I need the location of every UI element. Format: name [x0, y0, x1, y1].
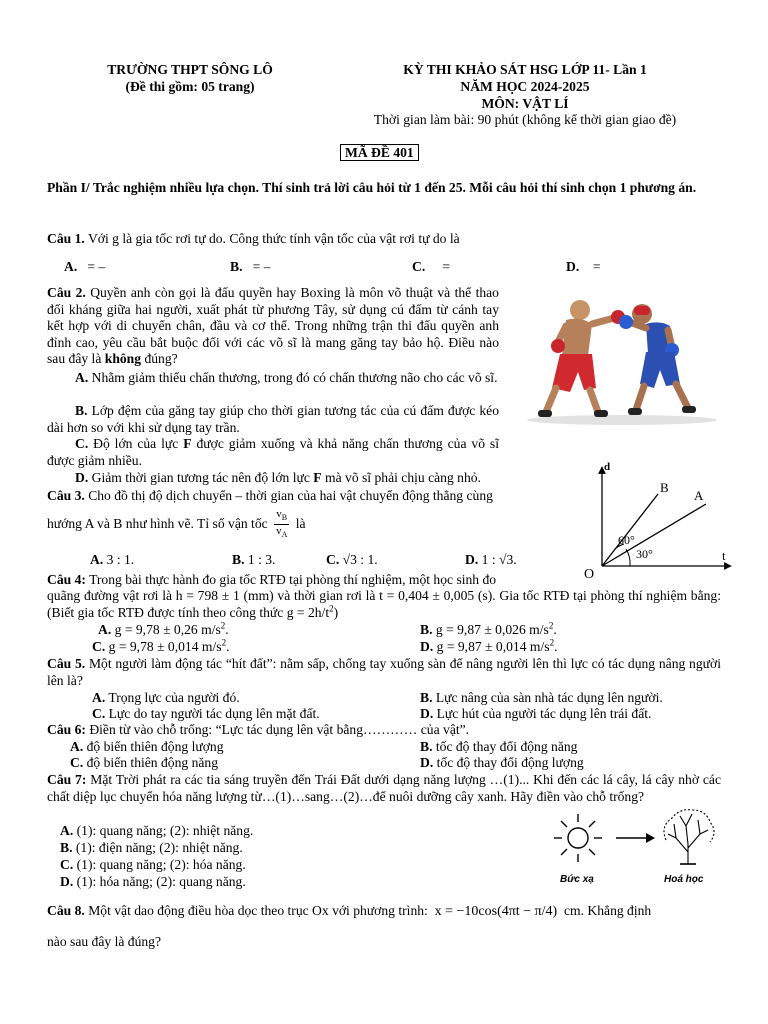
question-5 [47, 656, 721, 689]
q4-option-d-sup: 2 [549, 637, 555, 648]
part1-title: Phần I/ Trắc nghiệm nhiều lựa chọn. Thí sinh trả lời câu hỏi từ 1 đến 25. Mỗi câu hỏi thí sinh chọn 1 phương án. [47, 180, 697, 195]
tree-icon [664, 810, 714, 864]
q4-option-b-end: . [553, 622, 557, 637]
question-1 [47, 231, 460, 248]
q3-frac-den-sub: A [281, 530, 288, 540]
question-3 [47, 488, 572, 505]
q3-option-d-text: 1 : √3. [481, 552, 517, 567]
q4-option-b-letter: B. [420, 622, 433, 637]
q4-option-d [420, 639, 557, 656]
q5-option-c [92, 706, 320, 723]
q2-option-c-text-2: được giảm xuống và khả năng chấn thương của võ sĩ được giảm nhiều. [47, 436, 499, 468]
q7-option-b-text: (1): điện năng; (2): nhiệt năng. [75, 840, 243, 855]
q7-option-d-text: (1): hóa năng; (2): quang năng. [76, 874, 246, 889]
q6-option-c-text: độ biến thiên động năng [86, 755, 219, 770]
q3-text: Cho đồ thị độ dịch chuyển – thời gian của hai vật chuyển động thẳng cùng [88, 488, 493, 503]
q2-option-d-text-1: Giảm thời gian tương tác nên độ lớn lực [91, 470, 310, 485]
q1-option-b-letter: B. [230, 259, 243, 274]
school-name: TRƯỜNG THPT SÔNG LÔ [107, 62, 273, 77]
q7-option-a [60, 823, 253, 840]
exam-code-box [340, 145, 419, 162]
q4-text-part: Trong bài thực hành đo gia tốc RTĐ tại phòng thí nghiệm, một học sinh đo [89, 572, 497, 587]
q2-option-d-letter: D. [75, 470, 89, 485]
q1-option-b-text: = – [252, 259, 271, 274]
q4-option-a-sup: 2 [220, 620, 226, 631]
q1-option-a-letter: A. [64, 259, 78, 274]
q2-option-c-force: F [183, 436, 192, 451]
q3-option-a [90, 552, 134, 569]
q4-option-a-end: . [225, 622, 229, 637]
q2-option-c-letter: C. [75, 436, 89, 451]
q5-option-c-letter: C. [92, 706, 106, 721]
q2-text-2: đúng? [144, 351, 178, 366]
q7-option-d [60, 874, 246, 891]
q6-option-d [420, 755, 584, 772]
caption-chemical: Hoá học [664, 874, 704, 885]
graph-angle-b: 60° [618, 533, 635, 547]
boxing-image [522, 292, 722, 426]
q8-text-1: Một vật dao động điều hòa dọc theo trục Ox với phương trình: [88, 903, 428, 918]
q1-text: Với g là gia tốc rơi tự do. Công thức tính vận tốc của vật rơi tự do là [87, 231, 460, 246]
q4-label: Câu 4: [47, 572, 86, 587]
q4-text-sup: 2 [329, 602, 334, 613]
q7-text: Mặt Trời phát ra các tia sáng truyền đến Trái Đất dưới dạng năng lượng …(1)... Khi đến các lá cây, lá cây nhờ các chất diệp lục chuyển hóa năng lượng từ…(1)…sang…(2)…để nuôi dưỡng cây xanh. Hãy điền vào chỗ trống? [47, 772, 721, 804]
q2-option-a [47, 370, 499, 387]
q7-label: Câu 7: [47, 772, 87, 787]
q5-option-d [420, 706, 651, 723]
q5-text: Một người làm động tác “hít đất”: nằm sấp, chống tay xuống sàn để nâng người lên thì lực có tác dụng nâng người lên là? [47, 656, 721, 688]
q4-option-c-text: g = 9,78 ± 0,014 m/s [108, 639, 222, 654]
q6-option-c [70, 755, 218, 772]
q2-option-a-letter: A. [75, 370, 89, 385]
q7-option-a-text: (1): quang năng; (2): nhiệt năng. [76, 823, 254, 838]
time-note: Thời gian làm bài: 90 phút (không kể thời gian giao đề) [373, 112, 677, 127]
q1-option-c-text: = [442, 259, 450, 274]
exam-title: KỲ THI KHẢO SÁT HSG LỚP 11- Lần 1 [403, 62, 647, 77]
q3-option-d-letter: D. [465, 552, 479, 567]
q3-option-a-text: 3 : 1. [106, 552, 135, 567]
q6-option-d-text: tốc độ thay đổi động lượng [436, 755, 584, 770]
q4-option-c-end: . [226, 639, 230, 654]
q1-option-c-letter: C. [412, 259, 426, 274]
q4-text [47, 588, 721, 621]
q1-label: Câu 1. [47, 231, 85, 246]
q3-option-b-letter: B. [232, 552, 245, 567]
q4-option-c [92, 639, 229, 656]
q5-option-c-text: Lực do tay người tác dụng lên mặt đất. [108, 706, 320, 721]
q1-option-d-text: = [592, 259, 601, 274]
q1-option-a [64, 259, 105, 276]
q1-option-b [230, 259, 271, 276]
q3-option-d [465, 552, 517, 569]
q4-option-d-text: g = 9,87 ± 0,014 m/s [436, 639, 550, 654]
q4-option-b-text: g = 9,87 ± 0,026 m/s [435, 622, 549, 637]
q4-option-d-letter: D. [420, 639, 434, 654]
q2-option-b-text: Lớp đệm của găng tay giúp cho thời gian tương tác của cú đấm được kéo dài hơn so với khi sử dụng tay trần. [47, 403, 500, 435]
q6-option-b-letter: B. [420, 739, 433, 754]
q2-label: Câu 2. [47, 285, 86, 300]
subject: MÔN: VẬT LÍ [481, 96, 569, 111]
q6-option-a-text: độ biến thiên động lượng [86, 739, 224, 754]
question-8 [47, 900, 651, 923]
graph-label-a: A [694, 488, 704, 503]
q1-option-c [412, 259, 450, 276]
q3-text-2: hướng A và B như hình vẽ. Tỉ số vận tốc [47, 515, 268, 531]
q3-text-3: là [295, 515, 306, 531]
q6-option-c-letter: C. [70, 755, 84, 770]
q5-option-a-text: Trọng lực của người đó. [108, 690, 240, 705]
q3-frac-num-sub: B [281, 513, 288, 523]
q6-label: Câu 6: [47, 722, 86, 737]
q4-option-b [420, 622, 557, 639]
q1-option-d [566, 259, 600, 276]
q4-option-b-sup: 2 [548, 620, 554, 631]
q7-option-d-letter: D. [60, 874, 74, 889]
q5-option-a [92, 690, 240, 707]
graph-label-b: B [660, 480, 669, 495]
q5-option-b-text: Lực nâng của sàn nhà tác dụng lên người. [435, 690, 663, 705]
q8-text-3: nào sau đây là đúng? [47, 934, 162, 949]
q2-text-bold: không [104, 351, 142, 366]
q4-option-a-letter: A. [98, 622, 112, 637]
q1-option-a-text: = – [87, 259, 106, 274]
q2-option-c-text-1: Độ lớn của lực [93, 436, 179, 451]
q5-option-a-letter: A. [92, 690, 106, 705]
q5-option-d-text: Lực hút của người tác dụng lên trái đất. [436, 706, 652, 721]
q6-option-b-text: tốc độ thay đổi động năng [435, 739, 578, 754]
q3-graph [578, 458, 738, 582]
graph-angle-a: 30° [636, 547, 653, 561]
q5-label: Câu 5. [47, 656, 86, 671]
q2-option-d-text-2: mà võ sĩ phải chịu càng nhỏ. [325, 470, 481, 485]
arrow-right-icon [616, 833, 655, 843]
q5-option-b-letter: B. [420, 690, 433, 705]
question-6 [47, 722, 469, 739]
school-year: NĂM HỌC 2024-2025 [460, 79, 590, 94]
graph-label-o: O [584, 567, 595, 582]
q2-option-d [75, 470, 481, 487]
caption-radiation: Bức xạ [560, 874, 594, 885]
q2-option-b-letter: B. [75, 403, 88, 418]
q7-illustration [540, 808, 720, 892]
q4-text-1: quãng đường vật rơi là h = 798 ± 1 (mm) và thời gian rơi là t = 0,404 ± 0,005 (s). Gia tốc RTĐ tại phòng thí nghiệm bằng: (Biết gia tốc RTĐ được tính theo công thức g = 2h/t [47, 588, 721, 620]
q3-option-c-letter: C. [326, 552, 340, 567]
q7-option-c-text: (1): quang năng; (2): hóa năng. [76, 857, 246, 872]
q5-option-b [420, 690, 663, 707]
q3-velocity-ratio [274, 508, 289, 541]
q7-option-b [60, 840, 243, 857]
graph-label-t: t [722, 548, 726, 563]
q4-option-c-sup: 2 [221, 637, 227, 648]
q6-option-a-letter: A. [70, 739, 84, 754]
q2-text-1: Quyền anh còn gọi là đấu quyền hay Boxing là môn võ thuật và thể thao đối kháng giữa hai người, xuất phát từ phương Tây, sử dụng cú đấm từ cánh tay kết hợp với di chuyển chân, đầu và cơ thể. Trong những trận thi đấu quyền anh đỉnh cao, yêu cầu bắt buộc đối với các võ sĩ là mang găng tay bảo hộ. Điều nào sau đây là [47, 285, 499, 366]
q6-option-a [70, 739, 224, 756]
q2-option-a-text: Nhằm giảm thiểu chấn thương, trong đó có chấn thương não cho các võ sĩ. [91, 370, 498, 385]
q7-option-c [60, 857, 246, 874]
q3-label: Câu 3. [47, 488, 85, 503]
q3-frac-den: v [276, 525, 282, 538]
q2-option-d-force: F [313, 470, 322, 485]
q7-option-b-letter: B. [60, 840, 73, 855]
q3-option-c-text: √3 : 1. [342, 552, 378, 567]
q3-option-a-letter: A. [90, 552, 104, 567]
question-2 [47, 285, 499, 368]
pages-note: (Đề thi gồm: 05 trang) [125, 79, 255, 94]
question-4 [47, 572, 572, 589]
q6-option-d-letter: D. [420, 755, 434, 770]
graph-label-d: d [604, 461, 611, 473]
sun-icon [554, 814, 602, 862]
q3-ratio-line [47, 508, 306, 541]
q4-option-c-letter: C. [92, 639, 106, 654]
q8-label: Câu 8. [47, 903, 85, 918]
q8-unit: cm [564, 903, 581, 918]
q1-option-d-letter: D. [566, 259, 580, 274]
q7-option-a-letter: A. [60, 823, 74, 838]
q4-option-a [98, 622, 229, 639]
question-7 [47, 772, 721, 805]
q3-frac-num: v [276, 508, 282, 520]
q4-option-a-text: g = 9,78 ± 0,26 m/s [114, 622, 221, 637]
exam-code: MÃ ĐỀ 401 [340, 144, 419, 161]
q3-option-b [232, 552, 275, 569]
q2-option-c [47, 436, 499, 469]
q8-text-2: . Khẳng định [580, 903, 652, 918]
q6-option-b [420, 739, 577, 756]
q5-option-d-letter: D. [420, 706, 434, 721]
q8-equation: x = −10cos(4πt − π/4) [434, 904, 558, 919]
q6-text: Điền từ vào chỗ trống: “Lực tác dụng lên vật bằng………… của vật”. [89, 722, 470, 737]
q4-text-end: ) [333, 604, 339, 620]
q4-option-d-end: . [554, 639, 558, 654]
q7-option-c-letter: C. [60, 857, 74, 872]
q3-option-b-text: 1 : 3. [247, 552, 276, 567]
q2-option-b [47, 403, 499, 436]
q3-option-c [326, 552, 378, 569]
